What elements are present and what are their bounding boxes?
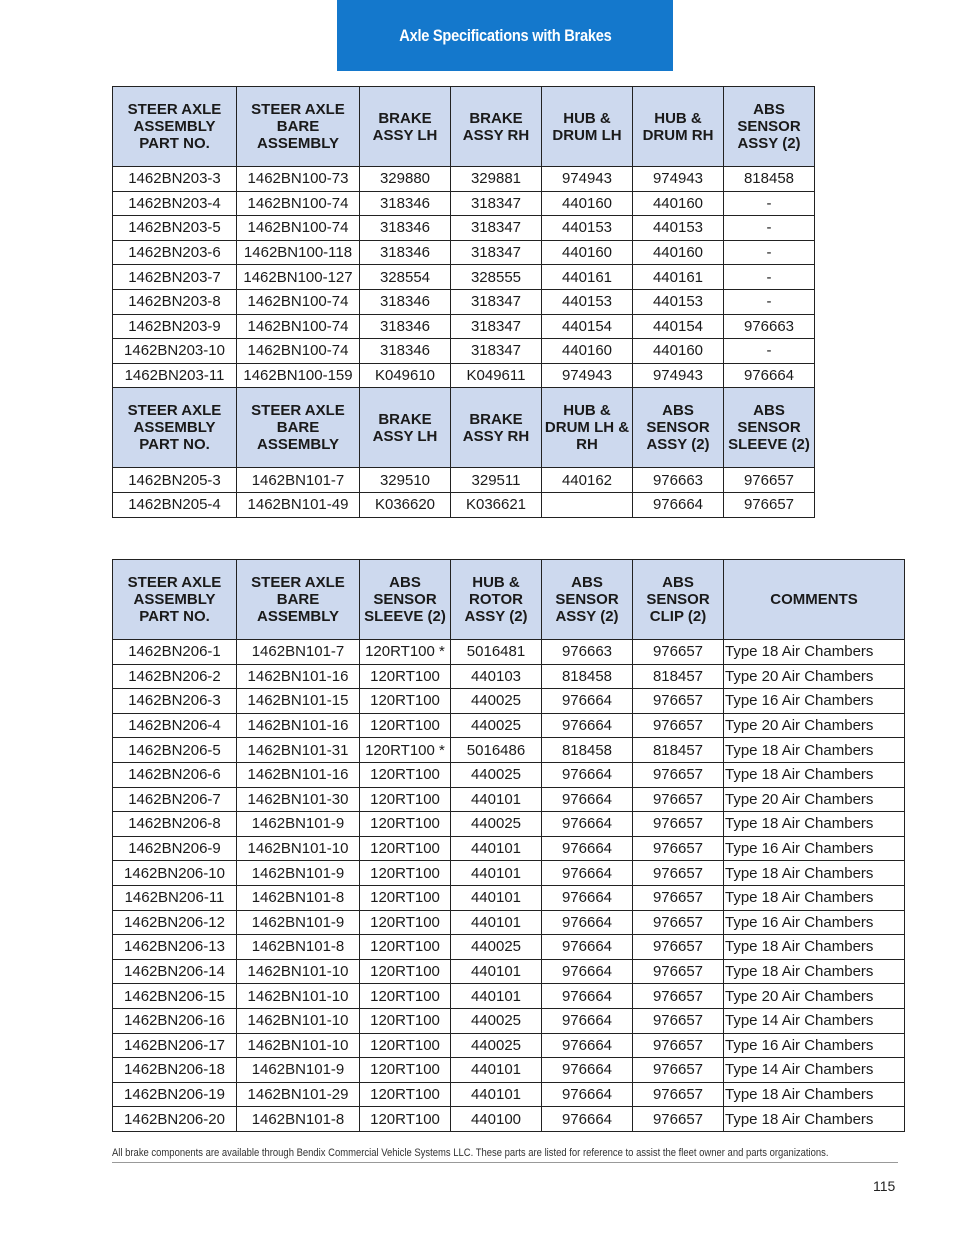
table-cell: 1462BN206-13: [113, 935, 237, 960]
table-row: [113, 339, 815, 364]
table-row: [113, 935, 905, 960]
table-cell: 1462BN205-3: [113, 468, 237, 493]
table-cell: 976657: [633, 836, 724, 861]
table-cell: 120RT100 *: [360, 640, 451, 665]
table-cell: Type 16 Air Chambers: [724, 836, 905, 861]
table-cell: 329511: [451, 468, 542, 493]
table-cell: 1462BN101-9: [237, 861, 360, 886]
table-cell: Type 20 Air Chambers: [724, 787, 905, 812]
table-cell: 1462BN101-16: [237, 762, 360, 787]
table-cell: Type 20 Air Chambers: [724, 984, 905, 1009]
table-cell: 976657: [633, 1033, 724, 1058]
table-cell: 440160: [633, 240, 724, 265]
table-cell: 976657: [724, 468, 815, 493]
table-cell: 318346: [360, 289, 451, 314]
table-row: [113, 861, 905, 886]
table-cell: 120RT100: [360, 713, 451, 738]
table-cell: 120RT100: [360, 885, 451, 910]
table-cell: 120RT100: [360, 984, 451, 1009]
table-cell: 1462BN203-4: [113, 191, 237, 216]
table-row: [113, 787, 905, 812]
table-cell: 1462BN100-74: [237, 191, 360, 216]
disc-brake-axle-table: [112, 559, 905, 1132]
drum-brake-axle-table: [112, 86, 815, 518]
table-cell: 1462BN101-31: [237, 738, 360, 763]
footer-divider: [112, 1162, 898, 1163]
table-cell: 1462BN206-9: [113, 836, 237, 861]
table-cell: 818458: [542, 738, 633, 763]
table-row: [113, 363, 815, 388]
table-cell: 1462BN101-10: [237, 959, 360, 984]
table-cell: 1462BN206-7: [113, 787, 237, 812]
table-cell: 1462BN101-16: [237, 713, 360, 738]
table-cell: 120RT100: [360, 812, 451, 837]
column-header: STEER AXLE BARE ASSEMBLY: [237, 87, 360, 167]
table-cell: 1462BN101-7: [237, 468, 360, 493]
table-cell: Type 16 Air Chambers: [724, 689, 905, 714]
table-cell: 1462BN101-16: [237, 664, 360, 689]
table-row: [113, 191, 815, 216]
table-cell: 976664: [633, 492, 724, 517]
table-cell: 440101: [451, 1082, 542, 1107]
table-cell: 976657: [633, 713, 724, 738]
table-cell: 1462BN206-2: [113, 664, 237, 689]
table-cell: 1462BN101-10: [237, 1008, 360, 1033]
table-cell: 1462BN206-15: [113, 984, 237, 1009]
table-cell: 318347: [451, 314, 542, 339]
table-row: [113, 1107, 905, 1132]
table-row: [113, 1082, 905, 1107]
table-cell: 976657: [724, 492, 815, 517]
table-cell: 1462BN205-4: [113, 492, 237, 517]
table-cell: 5016481: [451, 640, 542, 665]
table-cell: 974943: [542, 167, 633, 192]
table-row: [113, 1033, 905, 1058]
column-header: BRAKE ASSY RH: [451, 87, 542, 167]
table-cell: 440025: [451, 1033, 542, 1058]
column-header: STEER AXLE BARE ASSEMBLY: [237, 560, 360, 640]
table-cell: 1462BN101-8: [237, 885, 360, 910]
table-cell: Type 14 Air Chambers: [724, 1008, 905, 1033]
table-row: [113, 664, 905, 689]
table-cell: 440101: [451, 787, 542, 812]
table-cell: 120RT100: [360, 935, 451, 960]
table-cell: 440160: [542, 339, 633, 364]
table-cell: 976664: [542, 959, 633, 984]
table-cell: 440100: [451, 1107, 542, 1132]
column-header: HUB & DRUM LH: [542, 87, 633, 167]
table-cell: 976664: [542, 910, 633, 935]
table-cell: 1462BN100-74: [237, 289, 360, 314]
column-header: STEER AXLE BARE ASSEMBLY: [237, 388, 360, 468]
table-cell: K036620: [360, 492, 451, 517]
table-cell: Type 14 Air Chambers: [724, 1058, 905, 1083]
column-header: HUB & ROTOR ASSY (2): [451, 560, 542, 640]
table-cell: 1462BN101-8: [237, 935, 360, 960]
table-cell: 440153: [633, 216, 724, 241]
footnote: All brake components are available through Bendix Commercial Vehicle Systems LLC. These parts are listed for reference to assist the fleet owner and parts organizations.: [112, 1147, 829, 1159]
table-row: [113, 167, 815, 192]
table-cell: 976664: [542, 861, 633, 886]
table-cell: 120RT100: [360, 1033, 451, 1058]
table-cell: 818458: [542, 664, 633, 689]
table-cell: 440103: [451, 664, 542, 689]
table-cell: 976664: [542, 885, 633, 910]
page-title: Axle Specifications with Brakes: [398, 25, 612, 45]
table-cell: 1462BN203-5: [113, 216, 237, 241]
table-cell: Type 18 Air Chambers: [724, 885, 905, 910]
table-cell: 329880: [360, 167, 451, 192]
column-header: STEER AXLE ASSEMBLY PART NO.: [113, 87, 237, 167]
table-cell: 440161: [633, 265, 724, 290]
table-cell: 818457: [633, 738, 724, 763]
table-cell: 440101: [451, 1058, 542, 1083]
table-cell: 318347: [451, 240, 542, 265]
table-cell: 976664: [542, 1033, 633, 1058]
table-row: [113, 762, 905, 787]
table-cell: 1462BN101-15: [237, 689, 360, 714]
table-cell: 976657: [633, 1082, 724, 1107]
table-cell: 1462BN101-49: [237, 492, 360, 517]
table-cell: 329510: [360, 468, 451, 493]
table-cell: 328554: [360, 265, 451, 290]
table-cell: 440101: [451, 885, 542, 910]
table-cell: 440101: [451, 910, 542, 935]
table-cell: 1462BN206-12: [113, 910, 237, 935]
table-cell: 976657: [633, 812, 724, 837]
table-cell: 1462BN203-11: [113, 363, 237, 388]
table-cell: 976657: [633, 935, 724, 960]
table-cell: Type 16 Air Chambers: [724, 910, 905, 935]
table-cell: 1462BN203-10: [113, 339, 237, 364]
table-cell: 976657: [633, 984, 724, 1009]
column-header: STEER AXLE ASSEMBLY PART NO.: [113, 388, 237, 468]
header-row: [113, 388, 815, 468]
table-cell: 1462BN206-6: [113, 762, 237, 787]
table-cell: 976664: [542, 1107, 633, 1132]
table-cell: 440162: [542, 468, 633, 493]
table-cell: -: [724, 265, 815, 290]
table-cell: 976664: [542, 689, 633, 714]
table-cell: [542, 492, 633, 517]
table-cell: 1462BN206-18: [113, 1058, 237, 1083]
table-cell: 976664: [542, 812, 633, 837]
column-header: BRAKE ASSY LH: [360, 87, 451, 167]
table-cell: 440153: [542, 216, 633, 241]
table-cell: 440161: [542, 265, 633, 290]
column-header: ABS SENSOR CLIP (2): [633, 560, 724, 640]
table-cell: 120RT100: [360, 959, 451, 984]
table-cell: 1462BN206-11: [113, 885, 237, 910]
table-cell: 440025: [451, 713, 542, 738]
table-cell: 976657: [633, 689, 724, 714]
table-row: [113, 959, 905, 984]
table-cell: 440154: [633, 314, 724, 339]
table-cell: 1462BN101-9: [237, 1058, 360, 1083]
table-row: [113, 265, 815, 290]
table-row: [113, 492, 815, 517]
table-row: [113, 640, 905, 665]
table-cell: -: [724, 289, 815, 314]
table-cell: 976657: [633, 640, 724, 665]
table-cell: 318346: [360, 240, 451, 265]
table-cell: 318346: [360, 191, 451, 216]
table-cell: 440101: [451, 836, 542, 861]
table-cell: 440101: [451, 861, 542, 886]
table-cell: 120RT100: [360, 861, 451, 886]
table-cell: 974943: [542, 363, 633, 388]
column-header: ABS SENSOR SLEEVE (2): [360, 560, 451, 640]
section-banner: [337, 0, 673, 71]
table-cell: 1462BN100-73: [237, 167, 360, 192]
header-row: [113, 560, 905, 640]
table-cell: Type 18 Air Chambers: [724, 1107, 905, 1132]
table-cell: 976664: [542, 1008, 633, 1033]
table-cell: K049611: [451, 363, 542, 388]
table-cell: Type 18 Air Chambers: [724, 1082, 905, 1107]
table-cell: 318347: [451, 191, 542, 216]
column-header: HUB & DRUM RH: [633, 87, 724, 167]
table-cell: 318347: [451, 289, 542, 314]
table-cell: 1462BN101-9: [237, 812, 360, 837]
table-row: [113, 836, 905, 861]
table-cell: 440160: [542, 240, 633, 265]
table-cell: 1462BN203-3: [113, 167, 237, 192]
table-row: [113, 885, 905, 910]
table-cell: 1462BN206-16: [113, 1008, 237, 1033]
table-cell: 1462BN101-10: [237, 984, 360, 1009]
table-cell: 976657: [633, 910, 724, 935]
column-header: ABS SENSOR ASSY (2): [633, 388, 724, 468]
table-row: [113, 910, 905, 935]
column-header: ABS SENSOR ASSY (2): [724, 87, 815, 167]
table-cell: 328555: [451, 265, 542, 290]
table-cell: 120RT100: [360, 910, 451, 935]
table-cell: 1462BN206-5: [113, 738, 237, 763]
table-cell: 440025: [451, 812, 542, 837]
table-cell: Type 20 Air Chambers: [724, 664, 905, 689]
table-cell: 976663: [542, 640, 633, 665]
table-cell: 1462BN206-4: [113, 713, 237, 738]
table-cell: -: [724, 339, 815, 364]
table-cell: K036621: [451, 492, 542, 517]
table-cell: 1462BN206-19: [113, 1082, 237, 1107]
table-cell: 976657: [633, 787, 724, 812]
table-cell: 440153: [633, 289, 724, 314]
table-cell: 976664: [542, 935, 633, 960]
table-cell: Type 18 Air Chambers: [724, 762, 905, 787]
table-cell: K049610: [360, 363, 451, 388]
table-cell: 1462BN203-9: [113, 314, 237, 339]
table-cell: 440154: [542, 314, 633, 339]
table-cell: Type 20 Air Chambers: [724, 713, 905, 738]
table-cell: Type 16 Air Chambers: [724, 1033, 905, 1058]
table-cell: 120RT100: [360, 1107, 451, 1132]
table-cell: 976664: [724, 363, 815, 388]
table-cell: 440101: [451, 959, 542, 984]
table-cell: 976664: [542, 762, 633, 787]
table-cell: 120RT100: [360, 1058, 451, 1083]
column-header: HUB & DRUM LH & RH: [542, 388, 633, 468]
table-cell: 1462BN100-74: [237, 216, 360, 241]
table-cell: 976664: [542, 1082, 633, 1107]
table-cell: 1462BN203-6: [113, 240, 237, 265]
table-cell: 974943: [633, 167, 724, 192]
table-cell: -: [724, 216, 815, 241]
table-cell: 1462BN101-29: [237, 1082, 360, 1107]
table-cell: 1462BN101-7: [237, 640, 360, 665]
table-cell: 976657: [633, 959, 724, 984]
table-cell: 318347: [451, 339, 542, 364]
table-cell: Type 18 Air Chambers: [724, 959, 905, 984]
table-cell: 1462BN100-127: [237, 265, 360, 290]
column-header: ABS SENSOR ASSY (2): [542, 560, 633, 640]
table-cell: 976664: [542, 984, 633, 1009]
column-header: BRAKE ASSY LH: [360, 388, 451, 468]
table-cell: Type 18 Air Chambers: [724, 935, 905, 960]
table-cell: 1462BN206-20: [113, 1107, 237, 1132]
table-cell: 976663: [724, 314, 815, 339]
table-cell: 318346: [360, 216, 451, 241]
table-cell: 329881: [451, 167, 542, 192]
table-cell: Type 18 Air Chambers: [724, 738, 905, 763]
table-cell: 1462BN101-8: [237, 1107, 360, 1132]
table-cell: 440025: [451, 1008, 542, 1033]
table-row: [113, 689, 905, 714]
table-cell: 1462BN206-10: [113, 861, 237, 886]
table-cell: 1462BN101-10: [237, 836, 360, 861]
table-cell: 440160: [542, 191, 633, 216]
table-cell: 1462BN206-3: [113, 689, 237, 714]
table-cell: 1462BN203-8: [113, 289, 237, 314]
table-cell: 976664: [542, 1058, 633, 1083]
table-row: [113, 1008, 905, 1033]
table-cell: 1462BN101-9: [237, 910, 360, 935]
table-cell: 976657: [633, 762, 724, 787]
table-cell: 1462BN100-118: [237, 240, 360, 265]
table-cell: -: [724, 240, 815, 265]
table-cell: 318346: [360, 339, 451, 364]
table-cell: 120RT100: [360, 836, 451, 861]
table-cell: 318347: [451, 216, 542, 241]
table-row: [113, 738, 905, 763]
table-cell: 818458: [724, 167, 815, 192]
table-cell: -: [724, 191, 815, 216]
table-row: [113, 468, 815, 493]
table-cell: 1462BN206-1: [113, 640, 237, 665]
table-row: [113, 240, 815, 265]
table-cell: 440160: [633, 191, 724, 216]
table-row: [113, 713, 905, 738]
table-cell: 120RT100: [360, 664, 451, 689]
table-row: [113, 984, 905, 1009]
table-cell: 818457: [633, 664, 724, 689]
table-cell: 440160: [633, 339, 724, 364]
header-row: [113, 87, 815, 167]
table-cell: 318346: [360, 314, 451, 339]
table-row: [113, 1058, 905, 1083]
table-cell: 1462BN100-159: [237, 363, 360, 388]
column-header: STEER AXLE ASSEMBLY PART NO.: [113, 560, 237, 640]
table-row: [113, 216, 815, 241]
table-cell: 976664: [542, 836, 633, 861]
table-cell: 120RT100: [360, 1008, 451, 1033]
table-cell: 976657: [633, 1058, 724, 1083]
table-cell: 120RT100: [360, 787, 451, 812]
table-cell: 976657: [633, 1107, 724, 1132]
column-header: BRAKE ASSY RH: [451, 388, 542, 468]
table-cell: 440101: [451, 984, 542, 1009]
table-cell: 976657: [633, 861, 724, 886]
table-cell: Type 18 Air Chambers: [724, 861, 905, 886]
table-cell: 440025: [451, 935, 542, 960]
table-cell: 1462BN101-30: [237, 787, 360, 812]
table-cell: 440153: [542, 289, 633, 314]
table-cell: 1462BN206-14: [113, 959, 237, 984]
table-cell: 976664: [542, 713, 633, 738]
table-cell: 120RT100 *: [360, 738, 451, 763]
page-number: 115: [873, 1178, 896, 1194]
table-cell: 976657: [633, 1008, 724, 1033]
table-row: [113, 289, 815, 314]
column-header: COMMENTS: [724, 560, 905, 640]
table-cell: 120RT100: [360, 689, 451, 714]
table-cell: 1462BN101-10: [237, 1033, 360, 1058]
table-cell: 120RT100: [360, 1082, 451, 1107]
table-cell: 5016486: [451, 738, 542, 763]
table-cell: 976664: [542, 787, 633, 812]
table-row: [113, 314, 815, 339]
table-cell: 1462BN206-8: [113, 812, 237, 837]
table-cell: 1462BN203-7: [113, 265, 237, 290]
table-cell: 974943: [633, 363, 724, 388]
table-cell: 1462BN100-74: [237, 314, 360, 339]
table-cell: 976663: [633, 468, 724, 493]
table-cell: 1462BN100-74: [237, 339, 360, 364]
table-cell: Type 18 Air Chambers: [724, 812, 905, 837]
table-cell: Type 18 Air Chambers: [724, 640, 905, 665]
table-cell: 976657: [633, 885, 724, 910]
table-cell: 440025: [451, 689, 542, 714]
table-cell: 120RT100: [360, 762, 451, 787]
table-cell: 440025: [451, 762, 542, 787]
table-row: [113, 812, 905, 837]
table-cell: 1462BN206-17: [113, 1033, 237, 1058]
column-header: ABS SENSOR SLEEVE (2): [724, 388, 815, 468]
